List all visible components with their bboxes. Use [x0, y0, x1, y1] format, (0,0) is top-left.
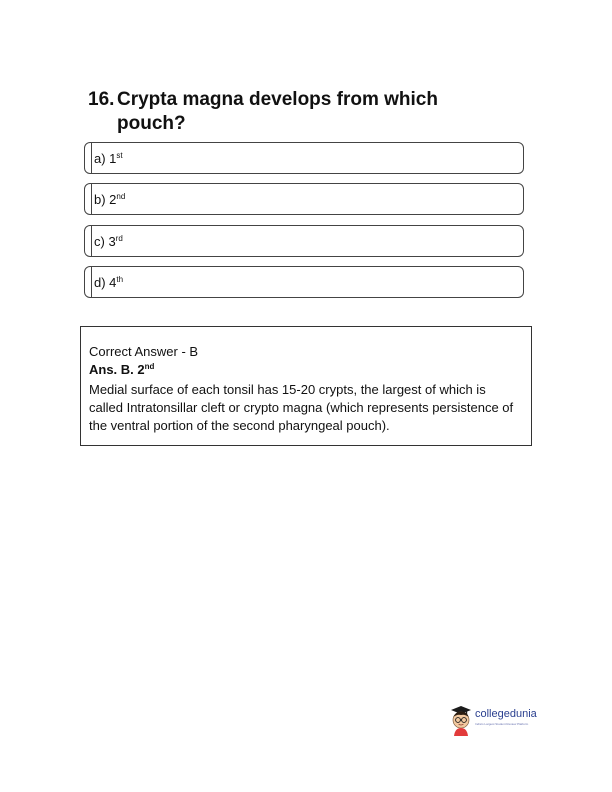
mascot-icon: [447, 703, 475, 737]
option-label: c) 3rd: [94, 234, 123, 249]
brand-logo: [447, 703, 557, 739]
option-marker: [85, 184, 92, 214]
correct-answer-line: Correct Answer - B: [89, 344, 199, 359]
brand-name: collegedunia: [475, 708, 537, 720]
answer-box: [80, 326, 532, 446]
option-marker: [85, 143, 92, 173]
option-a[interactable]: [84, 142, 524, 174]
option-marker: [85, 267, 92, 297]
option-d[interactable]: [84, 266, 524, 298]
option-c[interactable]: [84, 225, 524, 257]
option-marker: [85, 226, 92, 256]
answer-explanation: Medial surface of each tonsil has 15-20 crypts, the largest of which is called Intratonsillar cleft or crypto magna (which represents persistence of the ventral portion of the second pharyngeal pouch).: [89, 382, 514, 433]
brand-tagline: India's Largest Student Review Platform: [475, 722, 529, 726]
option-label: d) 4th: [94, 275, 124, 290]
question-text: Crypta magna develops from which pouch?: [117, 89, 438, 134]
option-b[interactable]: [84, 183, 524, 215]
answer-heading: Ans. B. 2nd: [89, 362, 155, 377]
question-number: 16.: [88, 89, 115, 110]
option-label: b) 2nd: [94, 192, 126, 207]
option-label: a) 1st: [94, 151, 123, 166]
